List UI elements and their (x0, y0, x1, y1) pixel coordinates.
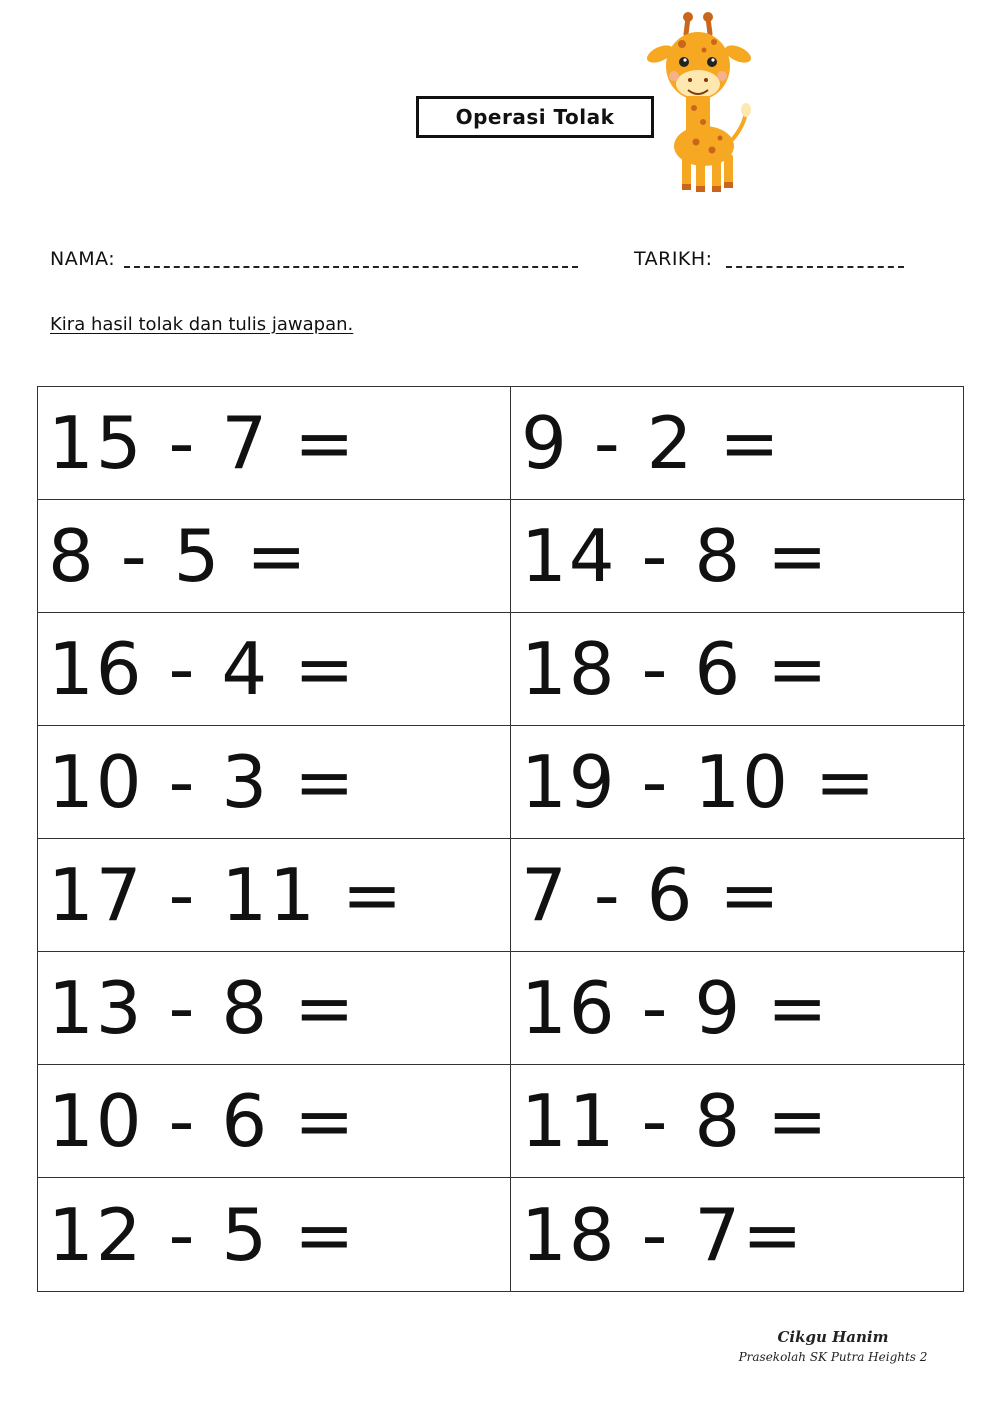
name-field[interactable] (124, 266, 578, 268)
problem-expression: 13 - 8 = (48, 966, 357, 1050)
problem-cell[interactable] (511, 613, 965, 726)
problem-expression: 14 - 8 = (521, 514, 830, 598)
problem-cell[interactable] (511, 952, 965, 1065)
problem-expression: 17 - 11 = (48, 853, 405, 937)
problem-expression: 9 - 2 = (521, 401, 782, 485)
instruction-text: Kira hasil tolak dan tulis jawapan. (50, 314, 354, 335)
problem-expression: 19 - 10 = (521, 740, 878, 824)
problem-cell[interactable] (38, 613, 511, 726)
problem-cell[interactable] (38, 1178, 511, 1291)
problem-expression: 16 - 9 = (521, 966, 830, 1050)
date-field[interactable] (726, 266, 904, 268)
school-name: Prasekolah SK Putra Heights 2 (738, 1350, 928, 1364)
problem-expression: 15 - 7 = (48, 401, 357, 485)
problem-cell[interactable] (511, 1065, 965, 1178)
problem-expression: 8 - 5 = (48, 514, 309, 598)
problem-expression: 16 - 4 = (48, 627, 357, 711)
problem-grid (37, 386, 964, 1292)
problem-cell[interactable] (511, 839, 965, 952)
problem-expression: 11 - 8 = (521, 1079, 830, 1163)
problem-cell[interactable] (38, 839, 511, 952)
problem-cell[interactable] (38, 1065, 511, 1178)
author-name: Cikgu Hanim (777, 1328, 889, 1346)
problem-cell[interactable] (511, 387, 965, 500)
problem-cell[interactable] (38, 387, 511, 500)
problem-expression: 18 - 6 = (521, 627, 830, 711)
problem-expression: 10 - 6 = (48, 1079, 357, 1163)
problem-cell[interactable] (38, 726, 511, 839)
worksheet-title: Operasi Tolak (416, 96, 654, 138)
problem-cell[interactable] (38, 500, 511, 613)
author-signature (738, 1328, 928, 1364)
problem-expression: 7 - 6 = (521, 853, 782, 937)
problem-expression: 12 - 5 = (48, 1192, 357, 1277)
name-label: NAMA: (50, 248, 116, 270)
problem-cell[interactable] (511, 500, 965, 613)
problem-expression: 18 - 7= (521, 1192, 805, 1277)
giraffe-icon (640, 8, 760, 196)
problem-cell[interactable] (38, 952, 511, 1065)
date-label: TARIKH: (634, 248, 713, 270)
problem-cell[interactable] (511, 726, 965, 839)
problem-cell[interactable] (511, 1178, 965, 1291)
problem-expression: 10 - 3 = (48, 740, 357, 824)
